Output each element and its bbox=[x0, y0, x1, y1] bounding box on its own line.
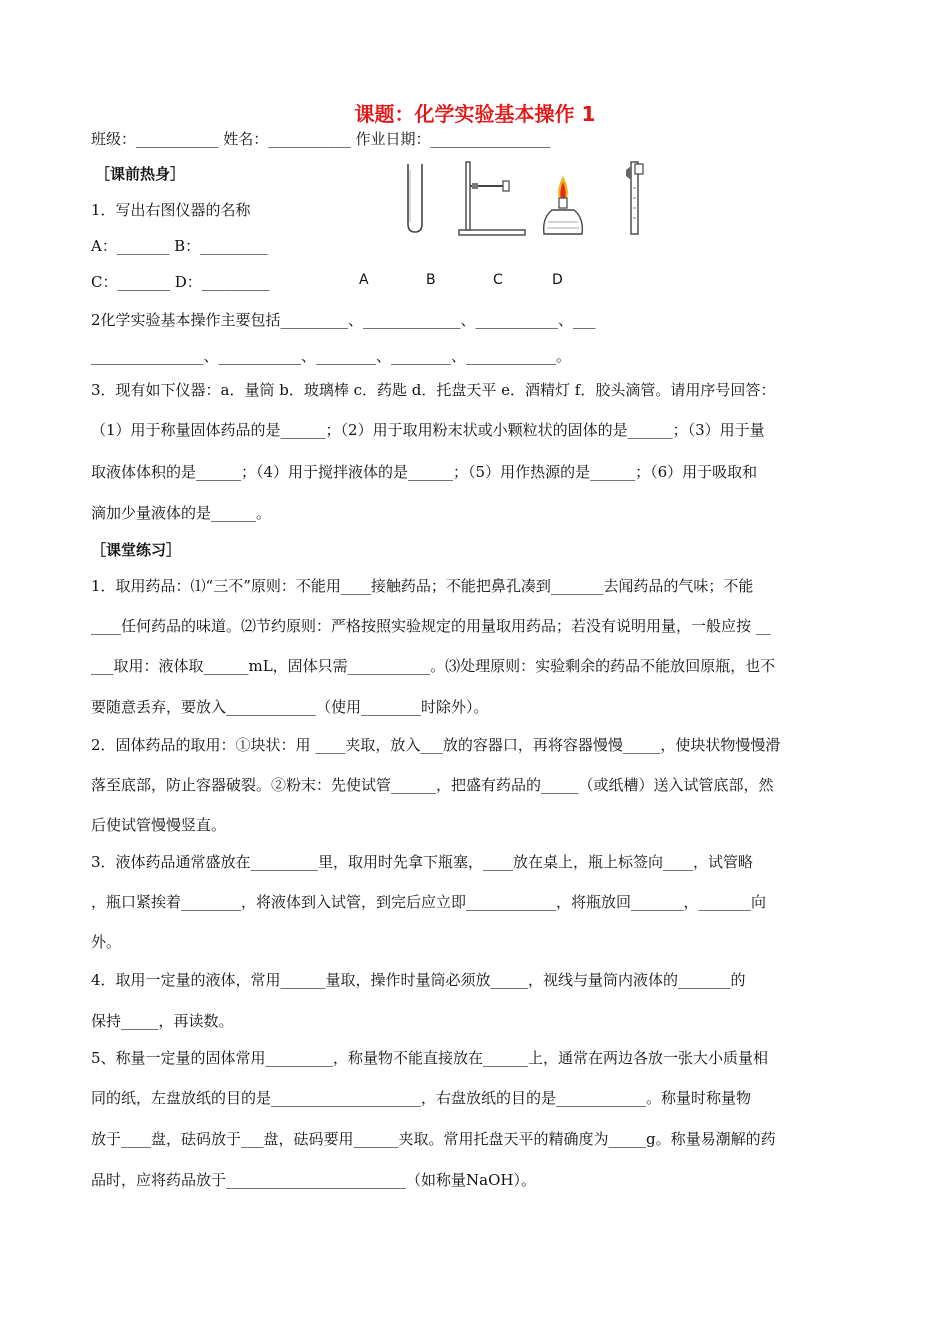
question-3-line3: 取液体体积的是______；（4）用于搅拌液体的是______；（5）用作热源的是______；（6）用于吸取和 bbox=[91, 463, 758, 481]
practice-1-line1: 1．取用药品：⑴“三不”原则：不能用____接触药品；不能把鼻孔凑到_______去闻药品的气味；不能 bbox=[91, 577, 754, 595]
practice-3-line3: 外。 bbox=[91, 933, 122, 951]
practice-2-line1: 2．固体药品的取用：①块状：用 ____夹取，放入___放的容器口，再将容器慢慢_____，使块状物慢慢滑 bbox=[91, 736, 781, 754]
section-warmup-heading: ［课前热身］ bbox=[95, 165, 186, 183]
question-3-line1: 3．现有如下仪器：a．量筒 b．玻璃棒 c．药匙 d．托盘天平 e．酒精灯 f．胶头滴管。请用序号回答： bbox=[91, 381, 776, 399]
practice-5-line4: 品时，应将药品放于________________________（如称量NaOH）。 bbox=[91, 1171, 536, 1189]
student-info-line: 班级：___________ 姓名：___________ 作业日期：________________ bbox=[91, 130, 551, 148]
practice-5-line1: 5、称量一定量的固体常用_________，称量物不能直接放在______上，通常在两边各放一张大小质量相 bbox=[91, 1049, 769, 1067]
section-practice-heading: ［课堂练习］ bbox=[91, 541, 182, 559]
iron-stand-icon bbox=[455, 158, 530, 238]
practice-3-line1: 3．液体药品通常盛放在_________里，取用时先拿下瓶塞，____放在桌上，瓶上标签向____，试管略 bbox=[91, 853, 754, 871]
label-c: C bbox=[493, 272, 503, 288]
question-1: 1．写出右图仪器的名称 bbox=[91, 201, 251, 219]
answer-a-b: A：_______ B：_________ bbox=[91, 237, 268, 255]
page-title: 课题：化学实验基本操作 1 bbox=[354, 102, 596, 126]
label-b: B bbox=[426, 272, 436, 288]
practice-5-line3: 放于____盘，砝码放于___盘，砝码要用______夹取。常用托盘天平的精确度为_____g。称量易潮解的药 bbox=[91, 1130, 776, 1148]
alcohol-lamp-icon bbox=[538, 158, 588, 238]
label-d: D bbox=[552, 272, 563, 288]
practice-2-line3: 后使试管慢慢竖直。 bbox=[91, 816, 227, 834]
practice-3-line2: ，瓶口紧挨着________，将液体到入试管，到完后应立即____________，将瓶放回_______，_______向 bbox=[91, 893, 767, 911]
practice-1-line2: ____任何药品的味道。⑵节约原则：严格按照实验规定的用量取用药品；若没有说明用量，一般应按 __ bbox=[91, 617, 771, 635]
practice-4-line2: 保持_____，再读数。 bbox=[91, 1012, 234, 1030]
practice-4-line1: 4．取用一定量的液体，常用______量取，操作时量筒必须放_____，视线与量筒内液体的_______的 bbox=[91, 971, 746, 989]
test-tube-clamp-icon bbox=[618, 158, 648, 238]
question-2-line2: _______________、___________、________、________、____________。 bbox=[91, 347, 572, 365]
answer-c-d: C：_______ D：_________ bbox=[91, 273, 270, 291]
test-tube-icon bbox=[400, 158, 430, 238]
question-2-line1: 2化学实验基本操作主要包括_________、_____________、___________、___ bbox=[91, 311, 596, 329]
practice-1-line3: ___取用：液体取______mL，固体只需___________。⑶处理原则：实验剩余的药品不能放回原瓶，也不 bbox=[91, 657, 776, 675]
label-a: A bbox=[359, 272, 369, 288]
practice-2-line2: 落至底部，防止容器破裂。②粉末：先使试管______，把盛有药品的_____（或纸槽）送入试管底部，然 bbox=[91, 776, 774, 794]
practice-5-line2: 同的纸，左盘放纸的目的是____________________，右盘放纸的目的是____________。称量时称量物 bbox=[91, 1089, 752, 1107]
practice-1-line4: 要随意丢弃，要放入____________（使用________时除外）。 bbox=[91, 698, 489, 716]
question-3-line2: （1）用于称量固体药品的是______；（2）用于取用粉末状或小颗粒状的固体的是______；（3）用于量 bbox=[91, 421, 765, 439]
question-3-line4: 滴加少量液体的是______。 bbox=[91, 504, 272, 522]
